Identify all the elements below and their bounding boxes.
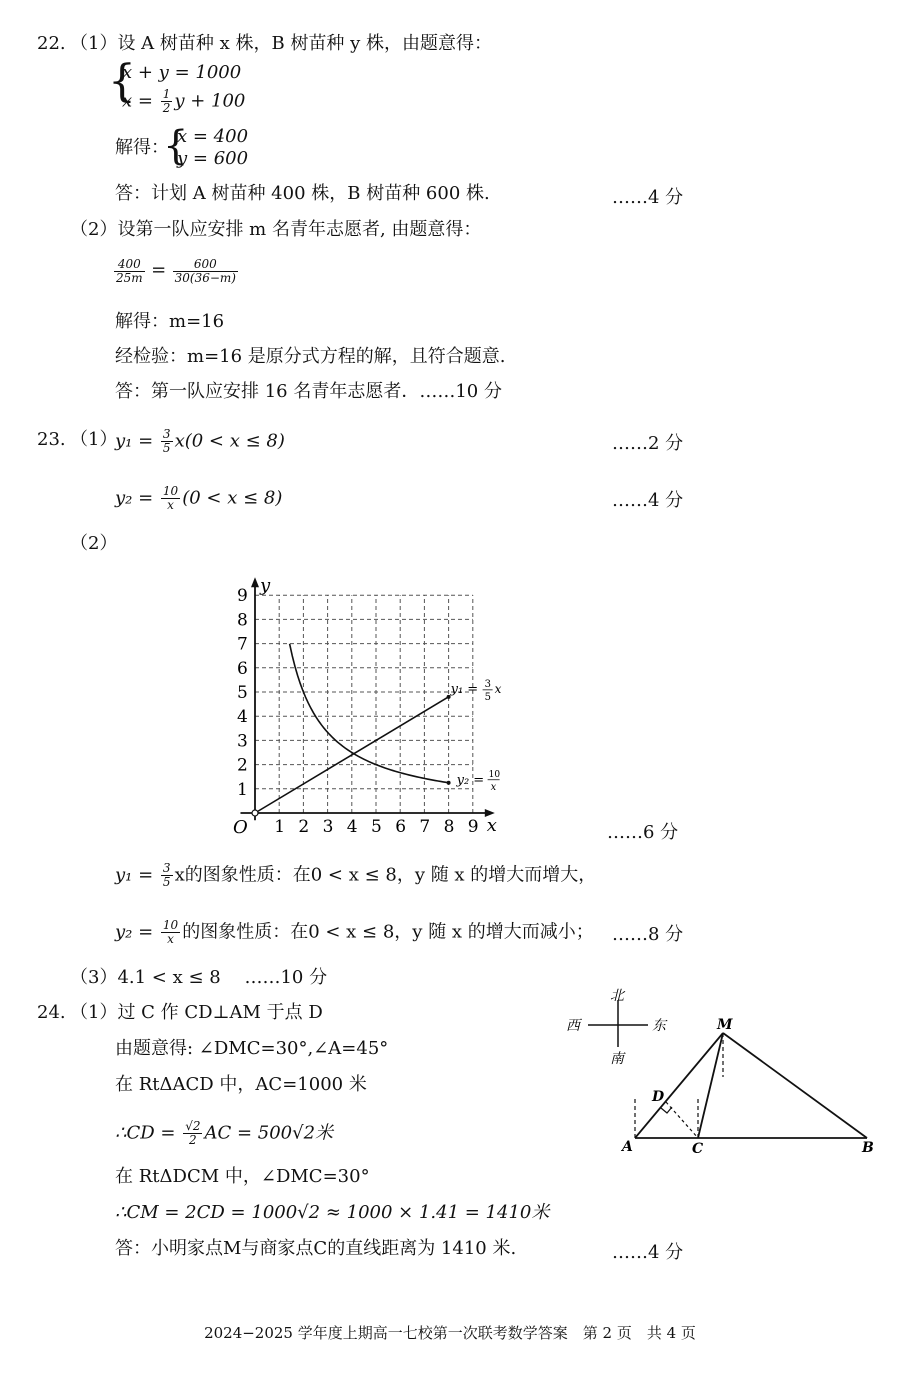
q22-eq2: x = $\frac{1}{2}$ y + 100 bbox=[122, 87, 246, 115]
q23-score4: ……8 分 bbox=[612, 924, 684, 945]
q23-part1-prefix: （1） bbox=[70, 429, 118, 450]
point-b-label: B bbox=[862, 1140, 874, 1156]
q23-part2-label: （2） bbox=[70, 533, 118, 554]
series-y2-label-den: x bbox=[490, 781, 497, 793]
q22-solve2: 解得：m=16 bbox=[115, 311, 225, 332]
y-tick-label: 2 bbox=[237, 755, 248, 776]
point-a-label: A bbox=[622, 1139, 633, 1155]
q24-line6: ∴CM = 2CD = 1000√2 ≈ 1000 × 1.41 = 1410米 bbox=[115, 1202, 550, 1223]
q24-answer: 答：小明家点M与商家点C的直线距离为 1410 米. bbox=[115, 1238, 517, 1259]
q23-part3: （3）4.1 < x ≤ 8 ……10 分 bbox=[70, 967, 328, 988]
y-tick-label: 9 bbox=[237, 586, 248, 607]
q24-line5: 在 RtΔDCM 中，∠DMC=30° bbox=[115, 1166, 370, 1187]
x-tick-label: 2 bbox=[298, 817, 310, 837]
origin-label: O bbox=[233, 817, 248, 838]
x-tick-label: 7 bbox=[419, 817, 431, 837]
x-tick-label: 3 bbox=[322, 817, 334, 837]
series-y1-label-x: x bbox=[494, 681, 502, 696]
q24-line3: 在 RtΔACD 中，AC=1000 米 bbox=[115, 1074, 367, 1095]
q23-y2-formula: y₂ = $\frac{10}{x}$ (0 < x ≤ 8) bbox=[115, 484, 283, 512]
q23-score2: ……4 分 bbox=[612, 490, 684, 511]
q24-part1: （1）过 C 作 CD⊥AM 于点 D bbox=[70, 1002, 323, 1023]
q22-fraction-equation: $\frac{400}{25m}$ = $\frac{600}{30(36-m)}$ bbox=[116, 257, 236, 285]
system-brace-1: { bbox=[108, 56, 136, 107]
point-m-label: M bbox=[717, 1017, 733, 1033]
series-y1-label-num: 3 bbox=[484, 678, 491, 690]
series-y2-end-dot bbox=[447, 781, 451, 785]
q23-label: 23. bbox=[37, 429, 66, 450]
series-y2-label: y₂ = bbox=[456, 772, 485, 788]
q23-score1: ……2 分 bbox=[612, 433, 684, 454]
y-tick-label: 6 bbox=[237, 658, 248, 679]
x-tick-label: 5 bbox=[371, 817, 382, 837]
q22-eq1: x + y = 1000 bbox=[122, 62, 242, 83]
geometry-diagram bbox=[560, 985, 890, 1160]
q22-part1-text: （1）设 A 树苗种 x 株，B 树苗种 y 株，由题意得： bbox=[70, 33, 493, 54]
q24-score: ……4 分 bbox=[612, 1242, 684, 1263]
compass-south: 南 bbox=[610, 1051, 624, 1067]
y-axis-arrow bbox=[251, 577, 259, 587]
q22-sol-x: x = 400 bbox=[177, 126, 249, 147]
point-d-label: D bbox=[652, 1089, 665, 1105]
y-tick-label: 8 bbox=[237, 610, 248, 631]
q23-prop1: y₁ = $\frac{3}{5}$ x的图象性质：在0 < x ≤ 8，y 随 x 的增大而增大， bbox=[115, 861, 597, 889]
q24-label: 24. bbox=[37, 1002, 66, 1023]
y-tick-label: 7 bbox=[237, 634, 248, 655]
x-tick-label: 4 bbox=[346, 817, 358, 837]
q23-y1-formula: y₁ = $\frac{3}{5}$ x(0 < x ≤ 8) bbox=[115, 427, 285, 455]
x-tick-label: 8 bbox=[443, 817, 455, 837]
function-graph bbox=[225, 563, 515, 841]
compass-north: 北 bbox=[610, 988, 624, 1004]
q22-score1: ……4 分 bbox=[612, 187, 684, 208]
q22-solve-label: 解得： bbox=[115, 137, 169, 158]
x-tick-label: 6 bbox=[395, 817, 407, 837]
y-tick-label: 5 bbox=[237, 683, 248, 703]
q22-label: 22. bbox=[37, 33, 66, 54]
q23-score3: ……6 分 bbox=[607, 822, 679, 843]
x-tick-label: 1 bbox=[274, 817, 286, 837]
q22-check: 经检验：m=16 是原分式方程的解，且符合题意. bbox=[115, 346, 506, 367]
line-mb bbox=[723, 1033, 867, 1138]
q22-sol-y: y = 600 bbox=[177, 148, 249, 169]
line-cd bbox=[666, 1102, 698, 1138]
q22-answer1: 答：计划 A 树苗种 400 株，B 树苗种 600 株. bbox=[115, 183, 490, 204]
q22-part2-text: （2）设第一队应安排 m 名青年志愿者, 由题意得： bbox=[70, 219, 482, 240]
origin-open-dot bbox=[252, 810, 258, 816]
series-y1-label-den: 5 bbox=[484, 691, 491, 703]
y-axis-label: y bbox=[260, 575, 271, 597]
q22-answer2: 答：第一队应安排 16 名青年志愿者．……10 分 bbox=[115, 381, 502, 402]
q23-prop2: y₂ = $\frac{10}{x}$ 的图象性质：在0 < x ≤ 8，y 随 x 的增大而减小； bbox=[115, 918, 594, 946]
system-brace-2: { bbox=[163, 123, 189, 169]
q24-line4: ∴CD = $\frac{√2}{2}$ AC = 500√2米 bbox=[115, 1119, 334, 1147]
compass-west: 西 bbox=[566, 1018, 580, 1034]
q24-line2: 由题意得: ∠DMC=30°,∠A=45° bbox=[115, 1038, 389, 1059]
x-axis-label: x bbox=[486, 815, 497, 836]
page-footer: 2024−2025 学年度上期高一七校第一次联考数学答案 第 2 页 共 4 页 bbox=[204, 1324, 696, 1342]
point-c-label: C bbox=[692, 1141, 704, 1157]
right-angle-mark bbox=[661, 1107, 672, 1113]
series-y2-label-num: 10 bbox=[488, 769, 501, 780]
x-tick-label: 9 bbox=[467, 817, 479, 837]
y-tick-label: 1 bbox=[237, 779, 248, 800]
series-y1-label: y₁ = bbox=[450, 681, 479, 697]
y-tick-label: 3 bbox=[237, 731, 248, 752]
compass-east: 东 bbox=[652, 1018, 666, 1034]
y-tick-label: 4 bbox=[237, 707, 248, 728]
